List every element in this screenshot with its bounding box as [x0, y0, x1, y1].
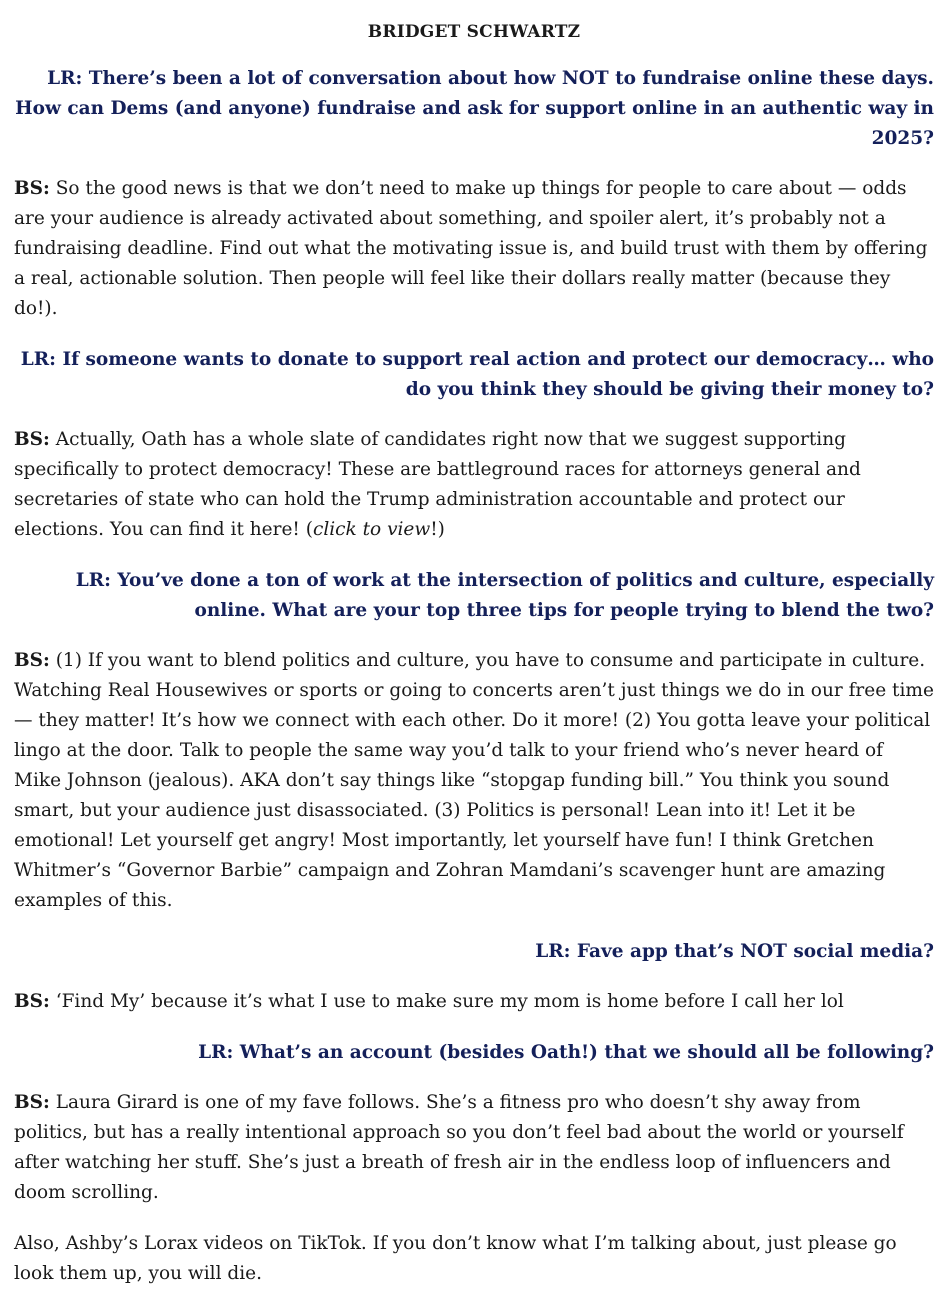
click-to-view-link[interactable]: click to view [312, 519, 431, 540]
answer-5 [14, 1088, 934, 1208]
speaker-label: BS: [14, 991, 50, 1012]
answer-text: Actually, Oath has a whole slate of candidates right now that we suggest supporting specifically to protect democracy! These are battleground races for attorneys general and secretaries of state who can hold the Trump administration accountable and protect our elections. You can find it here! ( [14, 429, 861, 540]
speaker-label: BS: [14, 1092, 50, 1113]
answer-text: So the good news is that we don’t need to make up things for people to care about — odds are your audience is already activated about something, and spoiler alert, it’s probably not a fundraising deadline. Find out what the motivating issue is, and build trust with them by offering a real, actionable solution. Then people will feel like their dollars really matter (because they do!). [14, 178, 928, 319]
answer-5-followup: Also, Ashby’s Lorax videos on TikTok. If you don’t know what I’m talking about, just please go look them up, you will die. [14, 1233, 897, 1284]
question-2: LR: If someone wants to donate to support real action and protect our democracy… who do you think they should be giving their money to? [20, 349, 934, 400]
interviewee-name: BRIDGET SCHWARTZ [367, 22, 581, 42]
answer-4 [14, 987, 934, 1017]
speaker-label: BS: [14, 429, 50, 450]
question-1: LR: There’s been a lot of conversation about how NOT to fundraise online these days. How can Dems (and anyone) fundraise and ask for support online in an authentic way in 2025? [15, 68, 934, 149]
answer-text-end: !) [430, 519, 445, 540]
answer-text: Laura Girard is one of my fave follows. She’s a fitness pro who doesn’t shy away from politics, but has a really intentional approach so you don’t feel bad about the world or yourself after watching her stuff. She’s just a breath of fresh air in the endless loop of influencers and doom scrolling. [14, 1092, 904, 1203]
answer-text: (1) If you want to blend politics and culture, you have to consume and participate in culture. Watching Real Housewives or sports or going to concerts aren’t just things we do in our free time — they matter! It’s how we connect with each other. Do it more! (2) You gotta leave your political lingo at the door. Talk to people the same way you’d talk to your friend who’s never heard of Mike Johnson (jealous). AKA don’t say things like “stopgap funding bill.” You think you sound smart, but your audience just disassociated. (3) Politics is personal! Lean into it! Let it be emotional! Let yourself get angry! Most importantly, let yourself have fun! I think Gretchen Whitmer’s “Governor Barbie” campaign and Zohran Mamdani’s scavenger hunt are amazing examples of this. [14, 650, 934, 911]
answer-2 [14, 425, 934, 545]
question-5: LR: What’s an account (besides Oath!) that we should all be following? [198, 1042, 934, 1063]
answer-text: ‘Find My’ because it’s what I use to make sure my mom is home before I call her lol [55, 991, 844, 1012]
answer-3 [14, 646, 934, 916]
answer-1 [14, 174, 934, 324]
speaker-label: BS: [14, 178, 50, 199]
question-4: LR: Fave app that’s NOT social media? [535, 941, 934, 962]
speaker-label: BS: [14, 650, 50, 671]
question-3: LR: You’ve done a ton of work at the intersection of politics and culture, especially online. What are your top three tips for people trying to blend the two? [75, 570, 934, 621]
